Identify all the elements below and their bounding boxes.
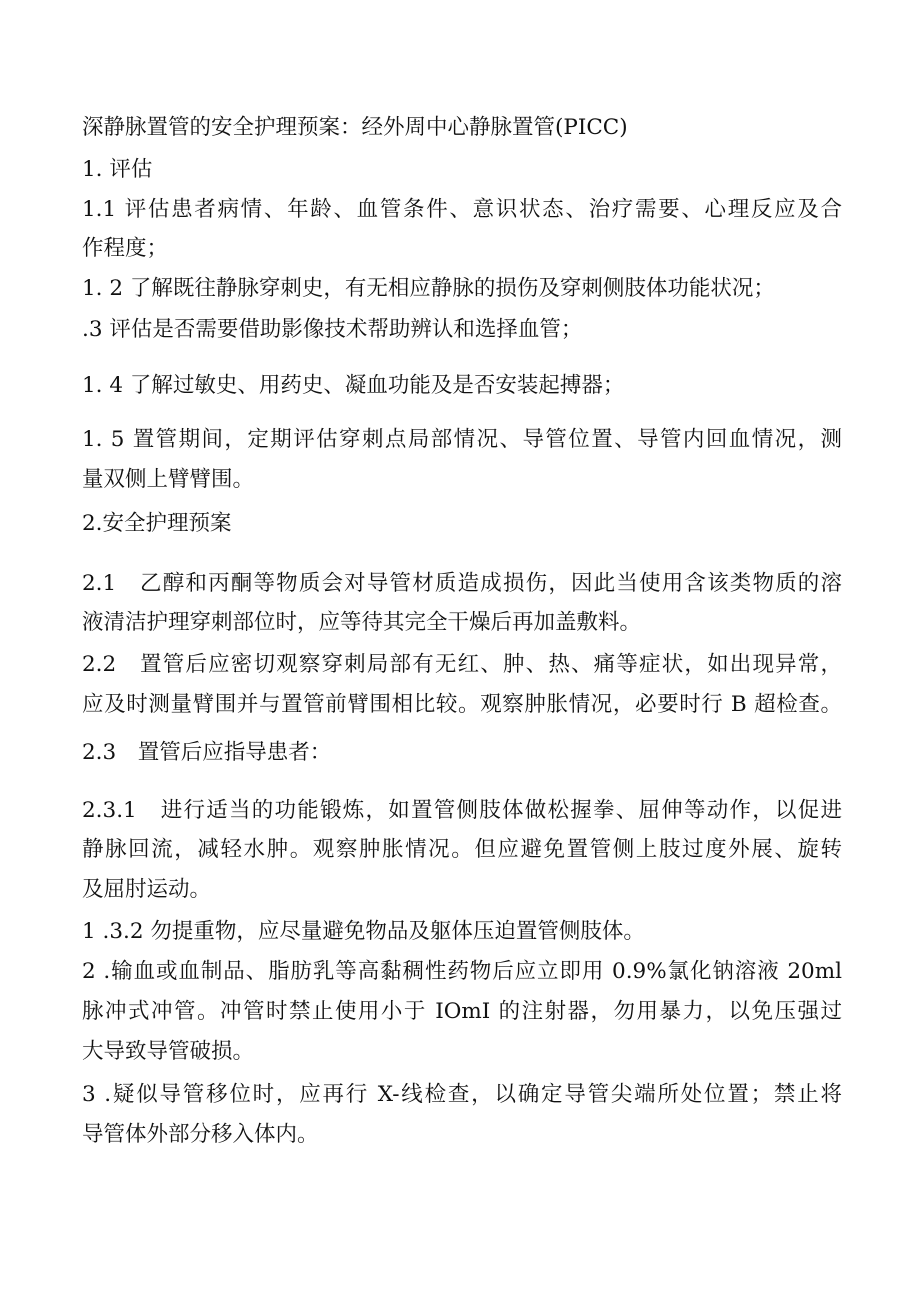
paragraph-line: 2.1 乙醇和丙酮等物质会对导管材质造成损伤，因此当使用含该类物质的溶 (82, 571, 842, 596)
paragraph-line: 1. 2 了解既往静脉穿刺史，有无相应静脉的损伤及穿刺侧肢体功能状况； (82, 276, 775, 301)
paragraph-line: 量双侧上臂臂围。 (82, 467, 255, 492)
paragraph-line: 2 .输血或血制品、脂肪乳等高黏稠性药物后应立即用 0.9%氯化钠溶液 20ml (82, 959, 842, 984)
paragraph-line: 脉冲式冲管。冲管时禁止使用小于 IOmI 的注射器，勿用暴力，以免压强过 (82, 999, 842, 1024)
paragraph-line: 1. 4 了解过敏史、用药史、凝血功能及是否安装起搏器； (82, 373, 625, 398)
paragraph-line: 1 .3.2 勿提重物，应尽量避免物品及躯体压迫置管侧肢体。 (82, 919, 645, 944)
paragraph-line: 应及时测量臂围并与置管前臂围相比较。观察肿胀情况，必要时行 B 超检查。 (82, 692, 842, 717)
paragraph-line: 2.2 置管后应密切观察穿刺局部有无红、肿、热、痛等症状，如出现异常， (82, 652, 842, 677)
paragraph-line: 静脉回流，减轻水肿。观察肿胀情况。但应避免置管侧上肢过度外展、旋转 (82, 837, 842, 862)
paragraph-line: 及屈肘运动。 (82, 877, 212, 902)
paragraph-line: 2.3 置管后应指导患者： (82, 740, 332, 765)
paragraph-line: 大导致导管破损。 (82, 1039, 255, 1064)
paragraph-line: 导管体外部分移入体内。 (82, 1122, 319, 1147)
paragraph-line: 1. 5 置管期间，定期评估穿刺点局部情况、导管位置、导管内回血情况，测 (82, 427, 842, 452)
section-heading: 2.安全护理预案 (82, 511, 232, 536)
paragraph-line: 1.1 评估患者病情、年龄、血管条件、意识状态、治疗需要、心理反应及合 (82, 197, 842, 222)
section-heading: 1. 评估 (82, 157, 153, 182)
paragraph-line: 作程度； (82, 236, 169, 261)
paragraph-line: 2.3.1 进行适当的功能锻炼，如置管侧肢体做松握拳、屈伸等动作，以促进 (82, 798, 842, 823)
paragraph-line: 3 .疑似导管移位时，应再行 X-线检查，以确定导管尖端所处位置；禁止将 (82, 1082, 842, 1107)
paragraph-line: 液清洁护理穿刺部位时，应等待其完全干燥后再加盖敷料。 (82, 610, 642, 635)
paragraph-line: .3 评估是否需要借助影像技术帮助辨认和选择血管； (82, 317, 583, 342)
document-title: 深静脉置管的安全护理预案：经外周中心静脉置管(PICC) (82, 115, 628, 140)
